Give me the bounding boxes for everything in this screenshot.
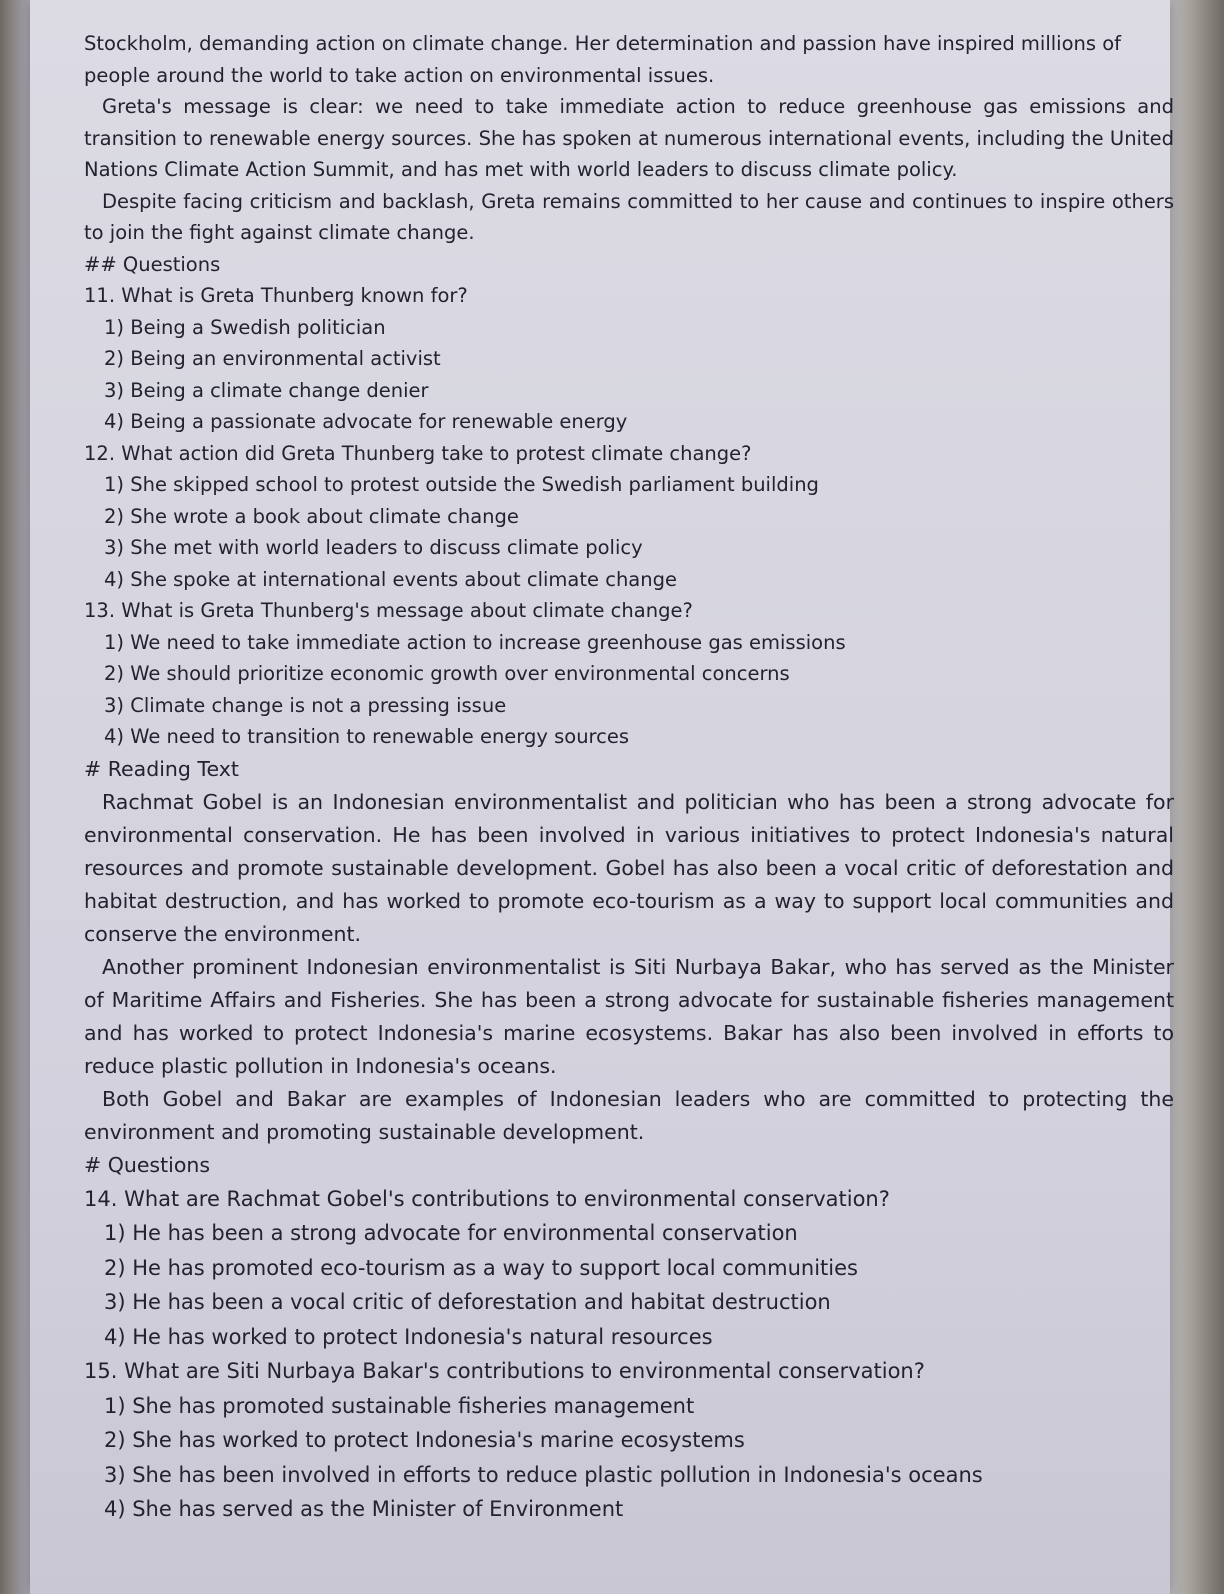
- option-4: 4) Being a passionate advocate for renewable energy: [104, 410, 628, 433]
- option-1: 1) He has been a strong advocate for environmental conservation: [104, 1221, 798, 1245]
- question-11: [84, 280, 1174, 438]
- question-text: 11. What is Greta Thunberg known for?: [84, 284, 468, 307]
- option-3: 3) She met with world leaders to discuss climate policy: [104, 536, 643, 559]
- passage2-paragraph-1: Rachmat Gobel is an Indonesian environmentalist and politician who has been a strong advocate for environmental conservation. He has been involved in various initiatives to protect Indonesia's natural resources and promote sustainable development. Gobel has also been a vocal critic of deforestation and habitat destruction, and has worked to promote eco-tourism as a way to support local communities and conserve the environment.: [84, 789, 1174, 946]
- question-13: [84, 595, 1174, 753]
- option-3: 3) Being a climate change denier: [104, 378, 429, 402]
- option-1: 1) We need to take immediate action to increase greenhouse gas emissions: [104, 630, 846, 654]
- option-1: 1) Being a Swedish politician: [104, 315, 386, 339]
- questions-section-2: [84, 1182, 1174, 1527]
- option-3: 3) He has been a vocal critic of deforestation and habitat destruction: [104, 1290, 831, 1314]
- passage1-paragraph-2: Greta's message is clear: we need to take immediate action to reduce greenhouse gas emissions and transition to renewable energy sources. She has spoken at numerous international events, including the United Nations Climate Action Summit, and has met with world leaders to discuss climate policy.: [84, 95, 1174, 181]
- question-15: [84, 1354, 1174, 1527]
- option-1: 1) She skipped school to protest outside the Swedish parliament building: [104, 473, 819, 496]
- passage2-paragraph-3: Both Gobel and Bakar are examples of Indonesian leaders who are committed to protecting the environment and promoting sustainable development.: [84, 1086, 1174, 1144]
- option-2: 2) She wrote a book about climate change: [104, 504, 519, 528]
- option-2: 2) We should prioritize economic growth over environmental concerns: [104, 662, 790, 685]
- option-4: 4) She has served as the Minister of Environment: [104, 1497, 624, 1521]
- option-1: 1) She has promoted sustainable fisheries management: [104, 1393, 695, 1418]
- option-2: 2) He has promoted eco-tourism as a way to support local communities: [104, 1255, 858, 1280]
- question-text: 14. What are Rachmat Gobel's contributions to environmental conservation?: [84, 1186, 890, 1211]
- option-3: 3) Climate change is not a pressing issue: [104, 693, 507, 717]
- question-text: 13. What is Greta Thunberg's message about climate change?: [84, 599, 693, 622]
- question-text: 15. What are Siti Nurbaya Bakar's contributions to environmental conservation?: [84, 1359, 925, 1383]
- document-body: [84, 28, 1174, 1527]
- passage1-line-1: Stockholm, demanding action on climate change. Her determination and passion have inspired millions of: [84, 32, 1122, 55]
- passage2-paragraph-2: Another prominent Indonesian environmentalist is Siti Nurbaya Bakar, who has served as the Minister of Maritime Affairs and Fisheries. She has been a strong advocate for sustainable fisheries management and has worked to protect Indonesia's marine ecosystems. Bakar has also been involved in efforts to reduce plastic pollution in Indonesia's oceans.: [84, 954, 1174, 1078]
- paper-sheet: [30, 0, 1174, 1594]
- option-4: 4) She spoke at international events about climate change: [104, 567, 677, 591]
- questions-heading-1: ## Questions: [84, 252, 221, 276]
- option-2: 2) Being an environmental activist: [104, 347, 441, 370]
- passage1-paragraph-3: Despite facing criticism and backlash, Greta remains committed to her cause and continues to inspire others to join the fight against climate change.: [84, 189, 1174, 244]
- option-3: 3) She has been involved in efforts to reduce plastic pollution in Indonesia's oceans: [104, 1462, 983, 1487]
- option-4: 4) He has worked to protect Indonesia's natural resources: [104, 1324, 713, 1349]
- question-14: [84, 1182, 1174, 1355]
- questions-heading-2: # Questions: [84, 1152, 211, 1177]
- option-4: 4) We need to transition to renewable energy sources: [104, 725, 630, 748]
- option-2: 2) She has worked to protect Indonesia's marine ecosystems: [104, 1428, 745, 1452]
- question-text: 12. What action did Greta Thunberg take to protest climate change?: [84, 441, 752, 465]
- question-12: [84, 438, 1174, 596]
- reading-section: [84, 753, 1174, 1182]
- reading-heading: # Reading Text: [84, 756, 239, 781]
- passage1-line-2: people around the world to take action on environmental issues.: [84, 63, 715, 87]
